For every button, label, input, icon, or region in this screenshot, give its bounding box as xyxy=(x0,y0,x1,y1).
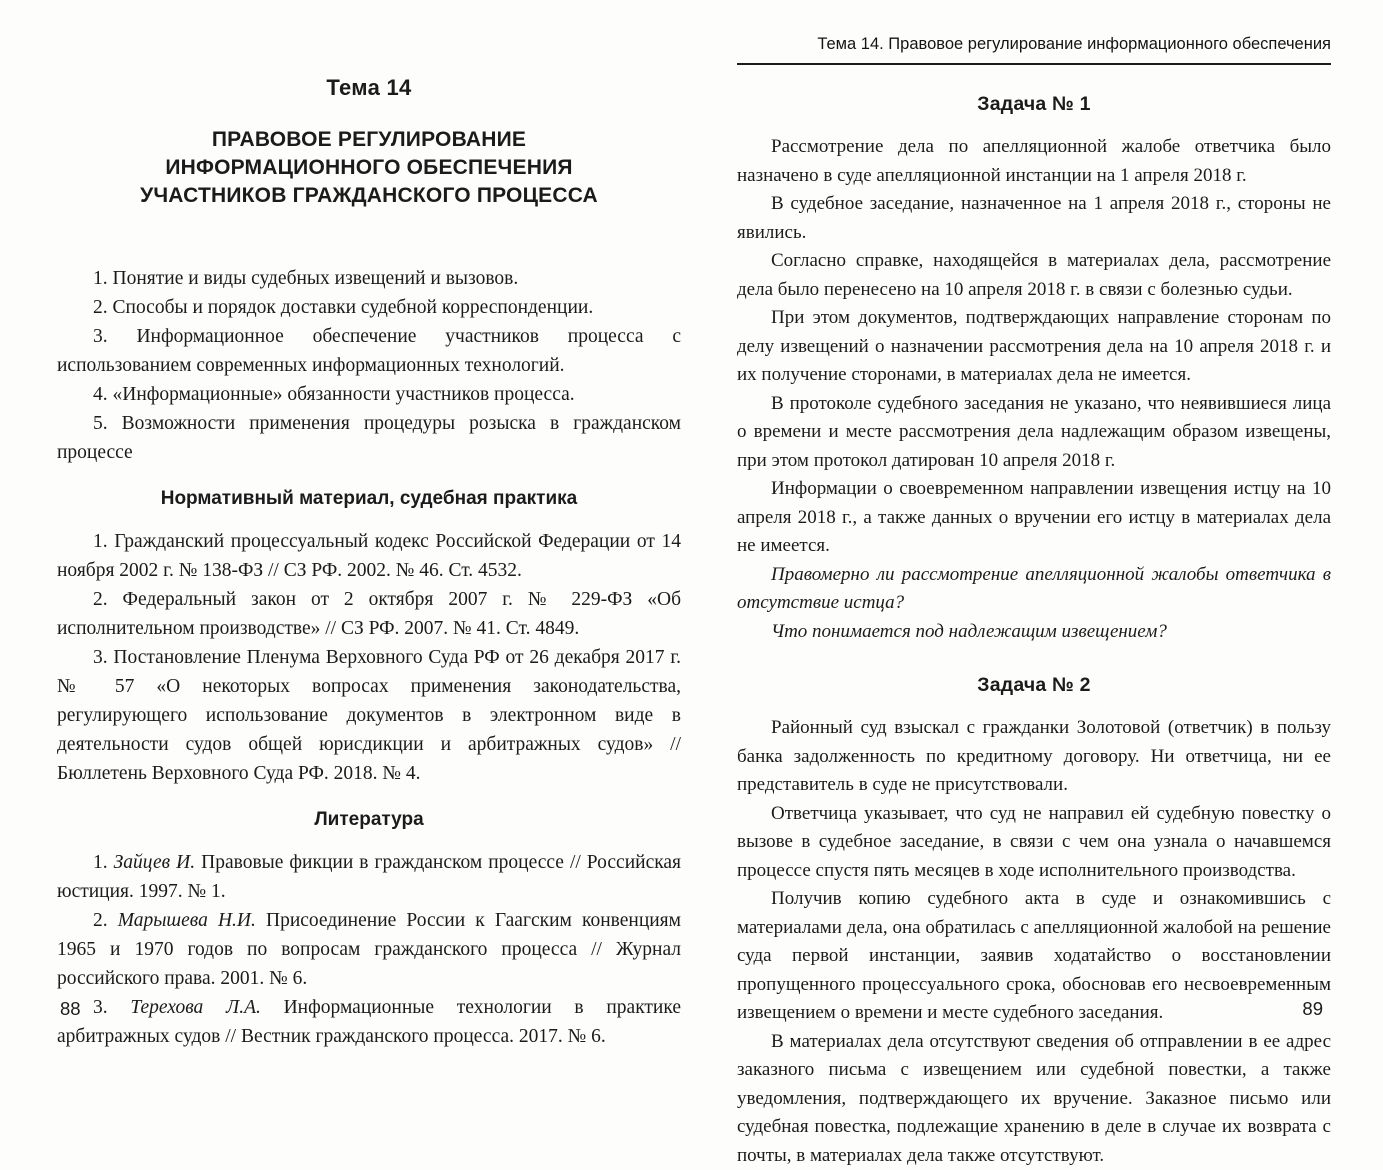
chapter-title xyxy=(57,126,681,210)
task1-question: Что понимается под надлежащим извещением? xyxy=(737,618,1331,647)
literature-list xyxy=(57,848,681,1051)
literature-item-text: Присоединение России к Гаагским конвенциям 1965 и 1970 годов по вопросам гражданского процесса // Журнал российского права. 2001. № 6. xyxy=(57,910,681,989)
task2-heading: Задача № 2 xyxy=(737,673,1331,697)
chapter-title-line: ИНФОРМАЦИОННОГО ОБЕСПЕЧЕНИЯ xyxy=(165,156,572,179)
outline-item: 3. Информационное обеспечение участников процесса с использованием современных информационных технологий. xyxy=(57,322,681,380)
outline-item: 2. Способы и порядок доставки судебной корреспонденции. xyxy=(57,293,681,322)
literature-item-author: Терехова Л.А. xyxy=(130,997,261,1018)
chapter-title-line: ПРАВОВОЕ РЕГУЛИРОВАНИЕ xyxy=(212,128,526,151)
literature-item xyxy=(57,993,681,1051)
literature-item-text: Правовые фикции в гражданском процессе // Российская юстиция. 1997. № 1. xyxy=(57,852,681,902)
literature-section-heading: Литература xyxy=(57,808,681,832)
normative-item: 1. Гражданский процессуальный кодекс Российской Федерации от 14 ноября 2002 г. № 138-ФЗ // СЗ РФ. 2002. № 46. Ст. 4532. xyxy=(57,527,681,585)
normative-section-heading: Нормативный материал, судебная практика xyxy=(57,487,681,511)
page-number-left: 88 xyxy=(60,998,81,1020)
task1-paragraph: В протоколе судебного заседания не указано, что неявившиеся лица о времени и месте рассмотрения дела надлежащим образом извещены, при этом протокол датирован 10 апреля 2018 г. xyxy=(737,390,1331,476)
task1-paragraph: Согласно справке, находящейся в материалах дела, рассмотрение дела было перенесено на 10 апреля 2018 г. в связи с болезнью судьи. xyxy=(737,247,1331,304)
task2-paragraph: Получив копию судебного акта в суде и ознакомившись с материалами дела, она обратилась с апелляционной жалобой на решение суда первой инстанции, заявив ходатайство о восстановлении пропущенного процессуального срока, обосновав его несвоевременным извещением о времени и месте судебного заседания. xyxy=(737,885,1331,1028)
normative-item: 2. Федеральный закон от 2 октября 2007 г. № 229-ФЗ «Об исполнительном производстве» // СЗ РФ. 2007. № 41. Ст. 4849. xyxy=(57,585,681,643)
task1-body xyxy=(737,133,1331,646)
literature-item-text: Информационные технологии в практике арбитражных судов // Вестник гражданского процесса. 2017. № 6. xyxy=(57,997,681,1047)
page-left xyxy=(57,0,681,1080)
outline-item: 4. «Информационные» обязанности участников процесса. xyxy=(57,380,681,409)
task1-heading: Задача № 1 xyxy=(737,92,1331,116)
task1-paragraph: В судебное заседание, назначенное на 1 апреля 2018 г., стороны не явились. xyxy=(737,190,1331,247)
normative-item: 3. Постановление Пленума Верховного Суда РФ от 26 декабря 2017 г. № 57 «О некоторых вопросах применения законодательства, регулирующего использование документов в электронном виде в деятельности судов общей юрисдикции и арбитражных судов» // Бюллетень Верховного Суда РФ. 2018. № 4. xyxy=(57,643,681,788)
literature-item-number: 1. xyxy=(93,852,108,873)
task2-paragraph: В материалах дела отсутствуют сведения об отправлении в ее адрес заказного письма с извещением или судебной повестки, а также уведомления, подтверждающего их вручение. Заказное письмо или судебная повестка, подлежащие хранению в деле в случае их возврата с почты, в материалах дела также отсутствуют. xyxy=(737,1028,1331,1170)
literature-item-number: 3. xyxy=(93,997,108,1018)
outline-item: 1. Понятие и виды судебных извещений и вызовов. xyxy=(57,264,681,293)
normative-list xyxy=(57,527,681,788)
chapter-kicker: Тема 14 xyxy=(57,74,681,101)
chapter-outline xyxy=(57,264,681,467)
outline-item: 5. Возможности применения процедуры розыска в гражданском процессе xyxy=(57,409,681,467)
page-right xyxy=(737,0,1331,1080)
task2-paragraph: Ответчица указывает, что суд не направил ей судебную повестку о вызове в судебное заседание, в связи с чем она узнала о начавшемся процессе спустя пять месяцев в ходе исполнительного производства. xyxy=(737,800,1331,886)
task2-body xyxy=(737,714,1331,1170)
literature-item-author: Зайцев И. xyxy=(114,852,195,873)
task1-paragraph: При этом документов, подтверждающих направление сторонам по делу извещений о назначении рассмотрения дела на 10 апреля 2018 г. и их получение сторонами, в материалах дела не имеется. xyxy=(737,304,1331,390)
chapter-title-line: УЧАСТНИКОВ ГРАЖДАНСКОГО ПРОЦЕССА xyxy=(140,184,598,207)
task1-paragraph: Информации о своевременном направлении извещения истцу на 10 апреля 2018 г., а также данных о вручении его истцу в материалах дела не имеется. xyxy=(737,475,1331,561)
task2-paragraph: Районный суд взыскал с гражданки Золотовой (ответчик) в пользу банка задолженность по кредитному договору. Ни ответчица, ни ее представитель в суде не присутствовали. xyxy=(737,714,1331,800)
literature-item xyxy=(57,848,681,906)
literature-item-author: Марышева Н.И. xyxy=(118,910,256,931)
task1-question: Правомерно ли рассмотрение апелляционной жалобы ответчика в отсутствие истца? xyxy=(737,561,1331,618)
literature-item xyxy=(57,906,681,993)
running-header: Тема 14. Правовое регулирование информационного обеспечения xyxy=(737,0,1331,65)
task1-paragraph: Рассмотрение дела по апелляционной жалобе ответчика было назначено в суде апелляционной инстанции на 1 апреля 2018 г. xyxy=(737,133,1331,190)
literature-item-number: 2. xyxy=(93,910,108,931)
page-number-right: 89 xyxy=(1302,998,1323,1020)
